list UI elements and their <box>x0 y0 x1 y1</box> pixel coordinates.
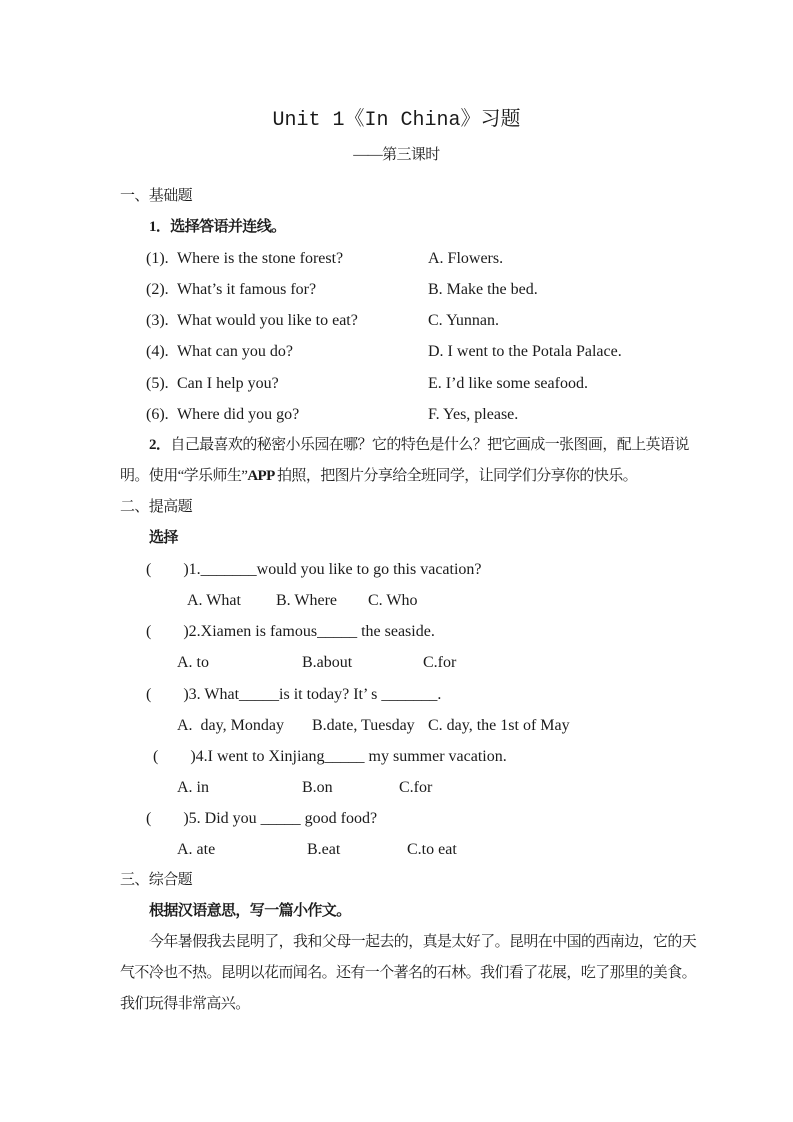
document-title: Unit 1《In China》习题 <box>272 109 521 132</box>
matching-answer: F. Yes, please. <box>428 405 519 423</box>
matching-row <box>120 243 720 274</box>
mcq-question-4: ( )4.I went to Xinjiang_____ my summer vacation. <box>153 747 507 765</box>
matching-number: (5). <box>146 374 169 392</box>
document-subtitle: ——第三课时 <box>353 147 440 163</box>
matching-question: What would you like to eat? <box>177 312 358 330</box>
section-heading-comprehensive: 三、综合题 <box>120 872 193 889</box>
matching-number: (3). <box>146 312 169 330</box>
matching-row <box>120 274 720 305</box>
section-heading-improve: 二、提高题 <box>120 498 193 515</box>
mcq-option-c: C.for <box>399 778 433 796</box>
text-segment: 拍照，把图片分享给全班同学，让同学们分享你的快乐。 <box>277 467 638 484</box>
matching-row <box>120 305 720 336</box>
matching-answer: B. Make the bed. <box>428 281 538 299</box>
mcq-question-5: ( )5. Did you _____ good food? <box>146 809 378 827</box>
bold-text-segment: APP <box>247 467 278 484</box>
essay-line: 我们玩得非常高兴。 <box>120 996 250 1013</box>
matching-answer: A. Flowers. <box>428 250 504 268</box>
mcq-option-b: B.date, Tuesday <box>312 716 415 734</box>
essay-prompt: 根据汉语意思，写一篇小作文。 <box>149 903 351 920</box>
matching-row <box>120 368 720 399</box>
task1-label: 1．选择答语并连线。 <box>149 219 286 236</box>
matching-answer: E. I’d like some seafood. <box>428 374 588 392</box>
matching-row <box>120 399 720 430</box>
mcq-options-5 <box>120 834 720 865</box>
matching-number: (2). <box>146 281 169 299</box>
choice-subheading: 选择 <box>149 530 178 547</box>
matching-number: (6). <box>146 405 169 423</box>
bold-text-segment: 2． <box>149 436 171 453</box>
matching-number: (1). <box>146 250 169 268</box>
mcq-option-b: B.about <box>302 654 353 672</box>
mcq-option-a: A. What <box>187 592 241 610</box>
section-heading-basic: 一、基础题 <box>120 188 193 204</box>
mcq-option-b: B.eat <box>307 840 341 858</box>
mcq-option-c: C. day, the 1st of May <box>428 716 570 734</box>
text-segment: 明。使用“学乐师生” <box>120 467 248 484</box>
mcq-option-c: C. Who <box>368 592 418 610</box>
mcq-options-4 <box>120 772 720 803</box>
matching-question: Where did you go? <box>177 405 300 423</box>
matching-answer: D. I went to the Potala Palace. <box>428 343 622 361</box>
text-segment: 自己最喜欢的秘密小乐园在哪？它的特色是什么？把它画成一张图画，配上英语说 <box>170 436 689 453</box>
matching-question: Can I help you? <box>177 374 279 392</box>
matching-answer: C. Yunnan. <box>428 312 499 330</box>
essay-line: 气不冷也不热。昆明以花而闻名。还有一个著名的石林。我们看了花展，吃了那里的美食。 <box>120 965 697 982</box>
mcq-option-c: C.to eat <box>407 840 457 858</box>
matching-number: (4). <box>146 343 169 361</box>
matching-question: Where is the stone forest? <box>177 250 344 268</box>
essay-line: 今年暑假我去昆明了，我和父母一起去的，真是太好了。昆明在中国的西南边，它的天 <box>149 934 697 951</box>
mcq-option-b: B. Where <box>276 592 338 610</box>
mcq-option-a: A. day, Monday <box>177 716 284 734</box>
mcq-question-3: ( )3. What_____is it today? It’ s _______. <box>146 685 442 703</box>
matching-row <box>120 336 720 367</box>
matching-question: What can you do? <box>177 343 293 361</box>
task2-text-line1 <box>120 430 720 461</box>
mcq-option-a: A. to <box>177 654 209 672</box>
mcq-question-1: ( )1._______would you like to go this vacation? <box>146 561 482 579</box>
mcq-option-b: B.on <box>302 778 333 796</box>
task2-text-line2 <box>120 461 720 492</box>
matching-question: What’s it famous for? <box>177 281 317 299</box>
mcq-question-2: ( )2.Xiamen is famous_____ the seaside. <box>146 623 435 641</box>
document-body <box>120 181 720 1021</box>
mcq-option-a: A. in <box>177 778 209 796</box>
mcq-options-2 <box>120 647 720 678</box>
mcq-option-a: A. ate <box>177 840 216 858</box>
mcq-options-1 <box>120 585 720 616</box>
mcq-options-3 <box>120 710 720 741</box>
mcq-option-c: C.for <box>423 654 457 672</box>
